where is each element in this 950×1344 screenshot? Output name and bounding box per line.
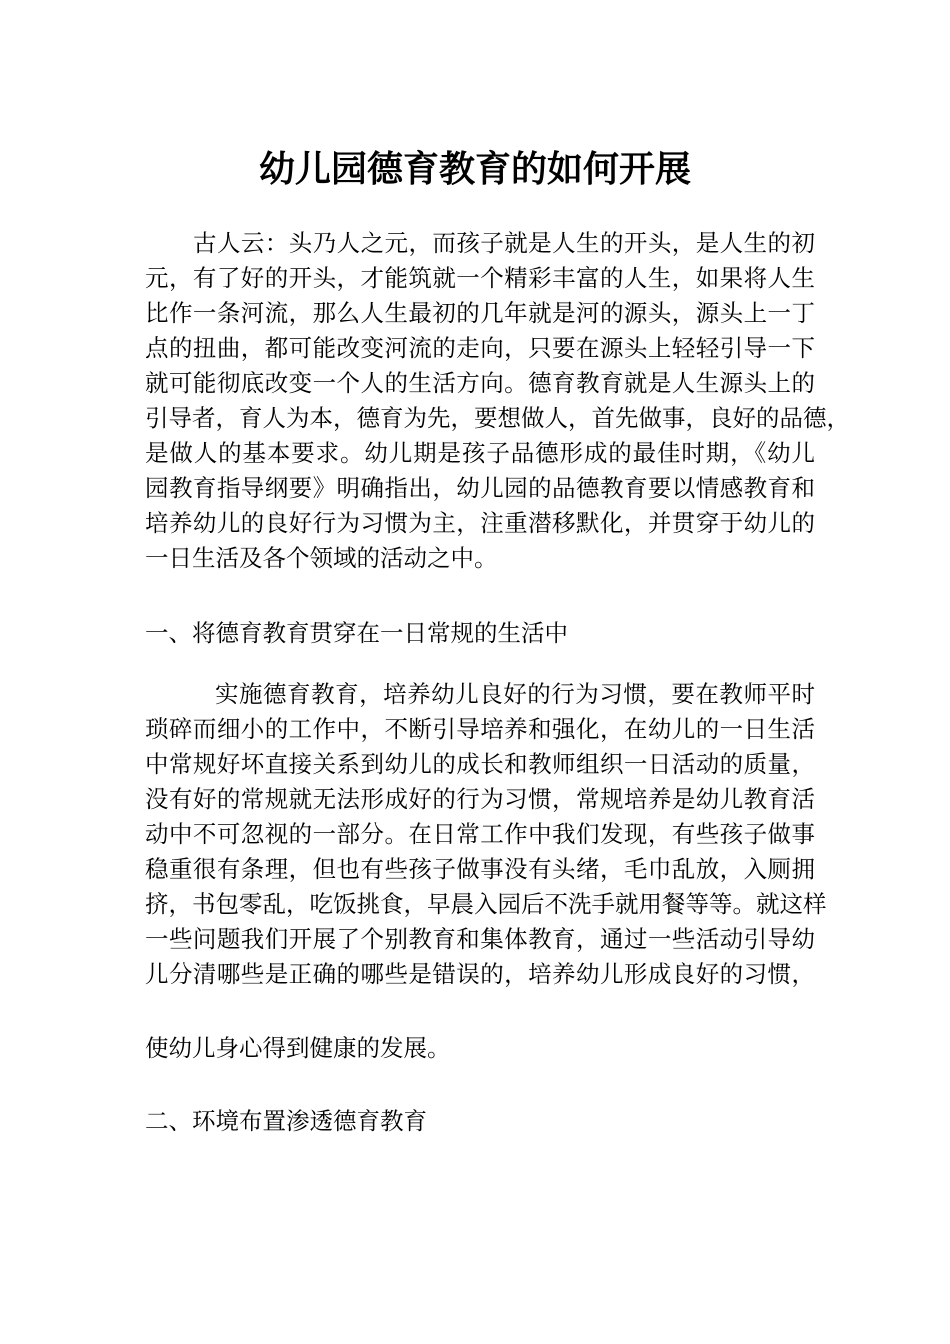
paragraph-line: 园教育指导纲要》明确指出，幼儿园的品德教育要以情感教育和 (145, 474, 815, 502)
paragraph-line: 稳重很有条理，但也有些孩子做事没有头绪，毛巾乱放，入厕拥 (145, 855, 815, 883)
paragraph-line: 一些问题我们开展了个别教育和集体教育，通过一些活动引导幼 (145, 925, 815, 953)
paragraph-line: 琐碎而细小的工作中，不断引导培养和强化，在幼儿的一日生活 (145, 715, 815, 743)
paragraph-line: 比作一条河流，那么人生最初的几年就是河的源头，源头上一丁 (145, 299, 815, 327)
paragraph-line: 培养幼儿的良好行为习惯为主，注重潜移默化，并贯穿于幼儿的 (145, 509, 815, 537)
paragraph-tail: 使幼儿身心得到健康的发展。 (145, 1034, 451, 1062)
paragraph-line: 引导者，育人为本，德育为先，要想做人，首先做事，良好的品德， (145, 404, 850, 432)
paragraph-line: 没有好的常规就无法形成好的行为习惯，常规培养是幼儿教育活 (145, 785, 815, 813)
paragraph-line: 元，有了好的开头，才能筑就一个精彩丰富的人生，如果将人生 (145, 264, 815, 292)
paragraph-line: 动中不可忽视的一部分。在日常工作中我们发现，有些孩子做事 (145, 820, 815, 848)
paragraph-line: 挤，书包零乱，吃饭挑食，早晨入园后不洗手就用餐等等。就这样 (145, 890, 827, 918)
paragraph-line: 实施德育教育，培养幼儿良好的行为习惯，要在教师平时 (215, 680, 815, 708)
section-heading-1: 一、将德育教育贯穿在一日常规的生活中 (145, 619, 568, 647)
paragraph-line: 是做人的基本要求。幼儿期是孩子品德形成的最佳时期，《幼儿 (145, 439, 815, 467)
paragraph-line: 古人云：头乃人之元，而孩子就是人生的开头，是人生的初 (193, 229, 815, 257)
paragraph-line: 中常规好坏直接关系到幼儿的成长和教师组织一日活动的质量， (145, 750, 815, 778)
paragraph-line: 儿分清哪些是正确的哪些是错误的，培养幼儿形成良好的习惯， (145, 960, 815, 988)
paragraph-line: 点的扭曲，都可能改变河流的走向，只要在源头上轻轻引导一下 (145, 334, 815, 362)
section-heading-2: 二、环境布置渗透德育教育 (145, 1107, 427, 1135)
document-title: 幼儿园德育教育的如何开展 (258, 148, 691, 190)
paragraph-line: 一日生活及各个领域的活动之中。 (145, 544, 498, 572)
paragraph-line: 就可能彻底改变一个人的生活方向。德育教育就是人生源头上的 (145, 369, 815, 397)
